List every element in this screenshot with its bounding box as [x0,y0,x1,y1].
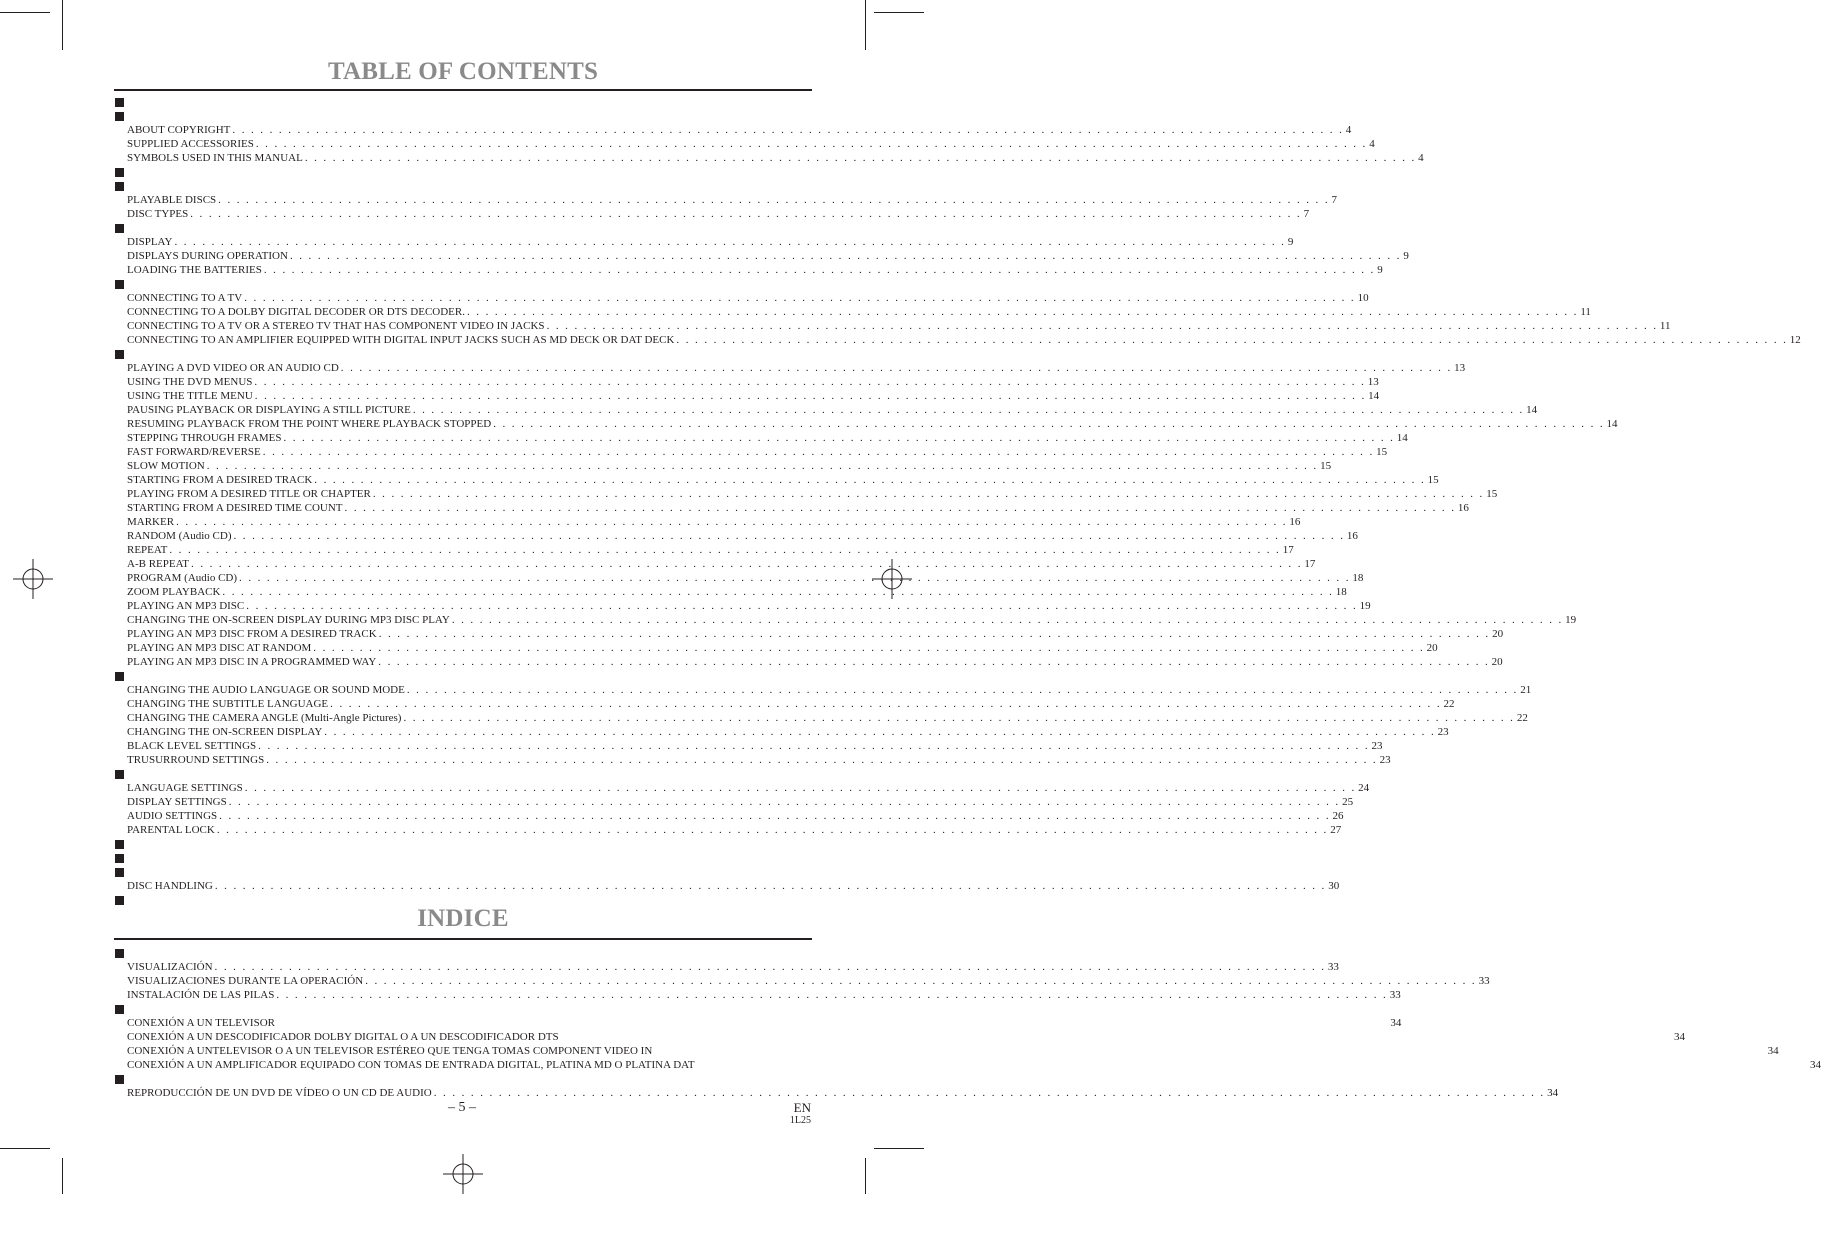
entry-label: PROGRAM (Audio CD) [127,572,238,584]
dot-leader: . . . . . . . . . . . . . . . . . . . . . . . . . . . . . . . . . . . . . . . . . . . . . . . . . . . . . . . . . . . . . . . . . . . . . . . . . . . . . . . . . . . . . . . . . . . . . . . . . . . . . . . . . . . . . . . . . . . . . . . . [219,810,1331,822]
square-bullet-icon [115,1075,124,1084]
entry-label: CHANGING THE CAMERA ANGLE (Multi-Angle Pictures) [127,712,402,724]
dot-leader: . . . . . . . . . . . . . . . . . . . . . . . . . . . . . . . . . . . . . . . . . . . . . . . . . . . . . . . . . . . . . . . . . . . . . . . . . . . . . . . . . . . . . . . . . . . . . . . . . . . . . . . . . . . . . . . . . . . . . . . . [216,824,1329,836]
toc-entry[interactable] [114,431,1408,445]
toc-entry[interactable] [114,123,1352,137]
entry-page-number: 9 [1377,264,1383,276]
square-bullet-icon [115,868,124,877]
entry-label: MARKER [127,516,175,528]
entry-label: LOADING THE BATTERIES [127,264,262,276]
toc-entry[interactable] [114,487,1498,501]
section-marker [114,837,812,851]
dot-leader: . . . . . . . . . . . . . . . . . . . . . . . . . . . . . . . . . . . . . . . . . . . . . . . . . . . . . . . . . . . . . . . . . . . . . . . . . . . . . . . . . . . . . . . . . . . . . . . . . . . . . . . . . . . . . . . . . . . . . . . . [372,488,1485,500]
section-marker [114,1072,812,1086]
entry-label: CONNECTING TO A DOLBY DIGITAL DECODER OR DTS DECODER. [127,306,465,318]
dot-leader: . . . . . . . . . . . . . . . . . . . . . . . . . . . . . . . . . . . . . . . . . . . . . . . . . . . . . . . . . . . . . . . . . . . . . . . . . . . . . . . . . . . . . . . . . . . . . . . . . . . . . . . . . . . . . . . . . . . . . . . . [214,961,1326,973]
entry-label: CONNECTING TO A TV [127,292,243,304]
toc-entry[interactable] [114,879,1340,893]
entry-page-number: 18 [1335,586,1347,598]
crop-mark [865,0,866,50]
section-marker [114,851,812,865]
dot-leader: . . . . . . . . . . . . . . . . . . . . . . . . . . . . . . . . . . . . . . . . . . . . . . . . . . . . . . . . . . . . . . . . . . . . . . . . . . . . . . . . . . . . . . . . . . . . . . . . . . . . . . . . . . . . . . . . . . . . . . . . [451,614,1564,626]
entry-page-number: 14 [1526,404,1538,416]
dot-leader: . . . . . . . . . . . . . . . . . . . . . . . . . . . . . . . . . . . . . . . . . . . . . . . . . . . . . . . . . . . . . . . . . . . . . . . . . . . . . . . . . . . . . . . . . . . . . . . . . . . . . . . . . . . . . . . . . . . . . . . . [276,989,1388,1001]
dot-leader: . . . . . . . . . . . . . . . . . . . . . . . . . . . . . . . . . . . . . . . . . . . . . . . . . . . . . . . . . . . . . . . . . . . . . . . . . . . . . . . . . . . . . . . . . . . . . . . . . . . . . . . . . . . . . . . . . . . . . . . . [232,124,1344,136]
entry-label: LANGUAGE SETTINGS [127,782,243,794]
toc-entry[interactable] [114,543,1294,557]
entry-page-number: 34 [1547,1087,1559,1099]
toc-entry[interactable] [114,711,1528,725]
toc-entry[interactable] [114,263,1383,277]
section-marker [114,767,812,781]
entry-label: SYMBOLS USED IN THIS MANUAL [127,152,303,164]
dot-leader: . . . . . . . . . . . . . . . . . . . . . . . . . . . . . . . . . . . . . . . . . . . . . . . . . . . . . . . . . . . . . . . . . . . . . . . . . . . . . . . . . . . . . . . . . . . . . . . . . . . . . . . . . . . . . . . . . . . . . . . . [266,754,1378,766]
toc-entry[interactable] [114,137,1375,151]
toc-list [114,95,1801,907]
entry-label: PARENTAL LOCK [127,824,215,836]
dot-leader: . . . . . . . . . . . . . . . . . . . . . . . . . . . . . . . . . . . . . . . . . . . . . . . . . . . . . . . . . . . . . . . . . . . . . . . . . . . . . . . . . . . . . . . . . . . . . . . . . . . . . . . . . . . . . . . . . . . . . . . . [244,292,1356,304]
dot-leader: . . . . . . . . . . . . . . . . . . . . . . . . . . . . . . . . . . . . . . . . . . . . . . . . . . . . . . . . . . . . . . . . . . . . . . . . . . . . . . . . . . . . . . . . . . . . . . . . . . . . . . . . . . . . . . . . . . . . . . . . [174,236,1286,248]
entry-page-number: 19 [1359,600,1371,612]
entry-label: STARTING FROM A DESIRED TRACK [127,474,313,486]
entry-page-number: 18 [1352,572,1364,584]
section-marker [114,165,812,179]
toc-entry[interactable] [114,974,1490,988]
entry-label: RESUMING PLAYBACK FROM THE POINT WHERE PLAYBACK STOPPED [127,418,492,430]
entry-label: A-B REPEAT [127,558,190,570]
dot-leader: . . . . . . . . . . . . . . . . . . . . . . . . . . . . . . . . . . . . . . . . . . . . . . . . . . . . . . . . . . . . . . . . . . . . . . . . . . . . . . . . . . . . . . . . . . . . . . . . . . . . . . . . . . . . . . . . . . . . . . . . [378,628,1491,640]
toc-entry[interactable] [114,249,1409,263]
entry-page-number: 27 [1330,824,1342,836]
entry-page-number: 9 [1403,250,1409,262]
entry-page-number: 11 [1659,320,1671,332]
crop-mark [62,1158,63,1194]
model-code: 1L25 [789,1115,811,1126]
dot-leader: . . . . . . . . . . . . . . . . . . . . . . . . . . . . . . . . . . . . . . . . . . . . . . . . . . . . . . . . . . . . . . . . . . . . . . . . . . . . . . . . . . . . . . . . . . . . . . . . . . . . . . . . . . . . . . . . . . . . . . . . [344,502,1456,514]
entry-page-number: 13 [1454,362,1466,374]
section-marker [114,109,812,123]
dot-leader: . . . . . . . . . . . . . . . . . . . . . . . . . . . . . . . . . . . . . . . . . . . . . . . . . . . . . . . . . . . . . . . . . . . . . . . . . . . . . . . . . . . . . . . . . . . . . . . . . . . . . . . . . . . . . . . . . . . . . . . . [218,194,1330,206]
entry-label: DISPLAY SETTINGS [127,796,227,808]
entry-label: BLACK LEVEL SETTINGS [127,740,257,752]
toc-entry[interactable] [114,459,1332,473]
entry-page-number: 23 [1379,754,1391,766]
entry-page-number: 33 [1389,989,1401,1001]
square-bullet-icon [115,854,124,863]
toc-entry[interactable] [114,697,1455,711]
toc-entry[interactable] [114,291,1369,305]
toc-entry[interactable] [114,571,1364,585]
entry-label: PLAYING A DVD VIDEO OR AN AUDIO CD [127,362,339,374]
dot-leader: . . . . . . . . . . . . . . . . . . . . . . . . . . . . . . . . . . . . . . . . . . . . . . . . . . . . . . . . . . . . . . . . . . . . . . . . . . . . . . . . . . . . . . . . . . . . . . . . . . . . . . . . . . . . . . . . . . . . . . . . [283,432,1395,444]
dot-leader: . . . . . . . . . . . . . . . . . . . . . . . . . . . . . . . . . . . . . . . . . . . . . . . . . . . . . . . . . . . . . . . . . . . . . . . . . . . . . . . . . . . . . . . . . . . . . . . . . . . . . . . . . . . . . . . . . . . . . . . . [324,726,1436,738]
toc-entry[interactable] [114,557,1316,571]
entry-page-number: 19 [1565,614,1577,626]
entry-page-number: 10 [1357,292,1369,304]
dot-leader: . . . . . . . . . . . . . . . . . . . . . . . . . . . . . . . . . . . . . . . . . . . . . . . . . . . . . . . . . . . . . . . . . . . . . . . . . . . . . . . . . . . . . . . . . . . . . . . . . . . . . . . . . . . . . . . . . . . . . . . . [433,1087,1546,1099]
entry-label: CONEXIÓN A UNTELEVISOR O A UN TELEVISOR ESTÉREO QUE TENGA TOMAS COMPONENT VIDEO IN [127,1045,653,1057]
dot-leader: . . . . . . . . . . . . . . . . . . . . . . . . . . . . . . . . . . . . . . . . . . . . . . . . . . . . . . . . . . . . . . . . . . . . . . . . . . . . . . . . . . . . . . . . . . . . . . . . . . . . . . . . . . . . . . . . . . . . . . . . [222,586,1334,598]
entry-page-number: 14 [1396,432,1408,444]
toc-entry[interactable] [114,515,1301,529]
entry-label: PLAYING AN MP3 DISC FROM A DESIRED TRACK [127,628,377,640]
square-bullet-icon [115,224,124,233]
dot-leader: . . . . . . . . . . . . . . . . . . . . . . . . . . . . . . . . . . . . . . . . . . . . . . . . . . . . . . . . . . . . . . . . . . . . . . . . . . . . . . . . . . . . . . . . . . . . . . . . . . . . . . . . . . . . . . . . . . . . . . . . [412,404,1525,416]
toc-entry[interactable] [114,613,1577,627]
dot-leader: . . . . . . . . . . . . . . . . . . . . . . . . . . . . . . . . . . . . . . . . . . . . . . . . . . . . . . . . . . . . . . . . . . . . . . . . . . . . . . . . . . . . . . . . . . . . . . . . . . . . . . . . . . . . . . . . . . . . . . . . [239,572,1351,584]
dot-leader: . . . . . . . . . . . . . . . . . . . . . . . . . . . . . . . . . . . . . . . . . . . . . . . . . . . . . . . . . . . . . . . . . . . . . . . . . . . . . . . . . . . . . . . . . . . . . . . . . . . . . . . . . . . . . . . . . . . . . . . . [406,684,1519,696]
square-bullet-icon [115,949,124,958]
entry-page-number: 15 [1376,446,1388,458]
entry-label: PLAYING AN MP3 DISC IN A PROGRAMMED WAY [127,656,377,668]
entry-label: CHANGING THE ON-SCREEN DISPLAY [127,726,323,738]
entry-label: ZOOM PLAYBACK [127,586,221,598]
entry-page-number: 9 [1287,236,1294,248]
dot-leader: . . . . . . . . . . . . . . . . . . . . . . . . . . . . . . . . . . . . . . . . . . . . . . . . . . . . . . . . . . . . . . . . . . . . . . . . . . . . . . . . . . . . . . . . . . . . . . . . . . . . . . . . . . . . . . . . . . . . . . . . [206,460,1319,472]
entry-label: USING THE DVD MENUS [127,376,253,388]
page-number: – 5 – [448,1100,476,1115]
dot-leader: . . . . . . . . . . . . . . . . . . . . . . . . . . . . . . . . . . . . . . . . . . . . . . . . . . . . . . . . . . . . . . . . . . . . . . . . . . . . . . . . . . . . . . . . . . . . . . . . . . . . . . . . . . . . . . . . . . . . . . . . [214,880,1327,892]
entry-label: DISPLAY [127,236,173,248]
square-bullet-icon [115,182,124,191]
entry-page-number: 21 [1520,684,1532,696]
entry-label: PLAYING AN MP3 DISC [127,600,245,612]
square-bullet-icon [115,280,124,289]
section-marker [114,221,812,235]
square-bullet-icon [115,770,124,779]
toc-entry[interactable] [114,781,1370,795]
entry-page-number: 16 [1457,502,1469,514]
entry-page-number: 16 [1289,516,1301,528]
dot-leader: . . . . . . . . . . . . . . . . . . . . . . . . . . . . . . . . . . . . . . . . . . . . . . . . . . . . . . . . . . . . . . . . . . . . . . . . . . . . . . . . . . . . . . . . . . . . . . . . . . . . . . . . . . . . . . . . . . . . . . . . [233,530,1345,542]
toc-entry[interactable] [114,1058,1821,1072]
entry-label: SLOW MOTION [127,460,205,472]
toc-entry[interactable] [114,235,1294,249]
square-bullet-icon [115,350,124,359]
entry-page-number: 4 [1345,124,1352,136]
entry-page-number: 26 [1332,810,1344,822]
entry-label: VISUALIZACIONES DURANTE LA OPERACIÓN [127,975,364,987]
toc-entry[interactable] [114,1016,1402,1030]
entry-label: CONEXIÓN A UN AMPLIFICADOR EQUIPADO CON TOMAS DE ENTRADA DIGITAL, PLATINA MD O PLATINA DAT [127,1059,695,1071]
toc-entry[interactable] [114,361,1466,375]
dot-leader: . . . . . . . . . . . . . . . . . . . . . . . . . . . . . . . . . . . . . . . . . . . . . . . . . . . . . . . . . . . . . . . . . . . . . . . . . . . . . . . . . . . . . . . . . . . . . . . . . . . . . . . . . . . . . . . . . . . . . . . . [313,642,1425,654]
crop-mark [62,0,63,50]
entry-page-number: 20 [1426,642,1438,654]
dot-leader: . . . . . . . . . . . . . . . . . . . . . . . . . . . . . . . . . . . . . . . . . . . . . . . . . . . . . . . . . . . . . . . . . . . . . . . . . . . . . . . . . . . . . . . . . . . . . . . . . . . . . . . . . . . . . . . . . . . . . . . . [228,796,1341,808]
dot-leader: . . . . . . . . . . . . . . . . . . . . . . . . . . . . . . . . . . . . . . . . . . . . . . . . . . . . . . . . . . . . . . . . . . . . . . . . . . . . . . . . . . . . . . . . . . . . . . . . . . . . . . . . . . . . . . . . . . . . . . . . [546,320,1658,332]
entry-label: STEPPING THROUGH FRAMES [127,432,282,444]
dot-leader: . . . . . . . . . . . . . . . . . . . . . . . . . . . . . . . . . . . . . . . . . . . . . . . . . . . . . . . . . . . . . . . . . . . . . . . . . . . . . . . . . . . . . . . . . . . . . . . . . . . . . . . . . . . . . . . . . . . . . . . . [190,208,1302,220]
toc-entry[interactable] [114,151,1424,165]
dot-leader: . . . . . . . . . . . . . . . . . . . . . . . . . . . . . . . . . . . . . . . . . . . . . . . . . . . . . . . . . . . . . . . . . . . . . . . . . . . . . . . . . . . . . . . . . . . . . . . . . . . . . . . . . . . . . . . . . . . . . . . . [676,334,1788,346]
entry-page-number: 22 [1443,698,1455,710]
entry-page-number: 20 [1491,656,1503,668]
dot-leader: . . . . . . . . . . . . . . . . . . . . . . . . . . . . . . . . . . . . . . . . . . . . . . . . . . . . . . . . . . . . . . . . . . . . . . . . . . . . . . . . . . . . . . . . . . . . . . . . . . . . . . . . . . . . . . . . . . . . . . . . [262,446,1375,458]
crop-mark [0,12,50,13]
section-marker [114,669,812,683]
crop-mark [865,1158,866,1194]
entry-page-number: 17 [1282,544,1294,556]
entry-page-number: 20 [1492,628,1504,640]
entry-page-number: 30 [1328,880,1340,892]
indice-list [114,946,1821,1100]
square-bullet-icon [115,840,124,849]
entry-label: PLAYING AN MP3 DISC AT RANDOM [127,642,312,654]
entry-label: CONEXIÓN A UN DESCODIFICADOR DOLBY DIGITAL O A UN DESCODIFICADOR DTS [127,1031,559,1043]
entry-label: CONNECTING TO AN AMPLIFIER EQUIPPED WITH DIGITAL INPUT JACKS SUCH AS MD DECK OR DAT DECK [127,334,675,346]
section-marker [114,865,812,879]
entry-page-number: 24 [1358,782,1370,794]
entry-label: CHANGING THE AUDIO LANGUAGE OR SOUND MODE [127,684,405,696]
toc-entry[interactable] [114,193,1338,207]
toc-entry[interactable] [114,627,1504,641]
toc-rule [114,89,812,91]
entry-label: SUPPLIED ACCESSORIES [127,138,254,150]
entry-page-number: 13 [1367,376,1379,388]
toc-entry[interactable] [114,529,1358,543]
toc-entry[interactable] [114,417,1618,431]
dot-leader: . . . . . . . . . . . . . . . . . . . . . . . . . . . . . . . . . . . . . . . . . . . . . . . . . . . . . . . . . . . . . . . . . . . . . . . . . . . . . . . . . . . . . . . . . . . . . . . . . . . . . . . . . . . . . . . . . . . . . . . . [244,782,1357,794]
toc-entry[interactable] [114,1030,1685,1044]
toc-entry[interactable] [114,795,1354,809]
entry-label: USING THE TITLE MENU [127,390,253,402]
section-marker [114,347,812,361]
toc-entry[interactable] [114,683,1532,697]
square-bullet-icon [115,1005,124,1014]
entry-label: CHANGING THE SUBTITLE LANGUAGE [127,698,329,710]
dot-leader: . . . . . . . . . . . . . . . . . . . . . . . . . . . . . . . . . . . . . . . . . . . . . . . . . . . . . . . . . . . . . . . . . . . . . . . . . . . . . . . . . . . . . . . . . . . . . . . . . . . . . . . . . . . . . . . . . . . . . . . . [255,138,1368,150]
registration-mark-bottom [443,1154,483,1194]
entry-page-number: 15 [1486,488,1498,500]
square-bullet-icon [115,896,124,905]
entry-page-number: 15 [1320,460,1332,472]
entry-label: VISUALIZACIÓN [127,961,213,973]
dot-leader: . . . . . . . . . . . . . . . . . . . . . . . . . . . . . . . . . . . . . . . . . . . . . . . . . . . . . . . . . . . . . . . . . . . . . . . . . . . . . . . . . . . . . . . . . . . . . . . . . . . . . . . . . . . . . . . . . . . . . . . . [493,418,1605,430]
entry-label: FAST FORWARD/REVERSE [127,446,261,458]
square-bullet-icon [115,672,124,681]
entry-page-number: 14 [1606,418,1618,430]
dot-leader: . . . . . . . . . . . . . . . . . . . . . . . . . . . . . . . . . . . . . . . . . . . . . . . . . . . . . . . . . . . . . . . . . . . . . . . . . . . . . . . . . . . . . . . . . . . . . . . . . . . . . . . . . . . . . . . . . . . . . . . . [378,656,1490,668]
toc-entry[interactable] [114,445,1388,459]
toc-entry[interactable] [114,319,1671,333]
dot-leader: . . . . . . . . . . . . . . . . . . . . . . . . . . . . . . . . . . . . . . . . . . . . . . . . . . . . . . . . . . . . . . . . . . . . . . . . . . . . . . . . . . . . . . . . . . . . . . . . . . . . . . . . . . . . . . . . . . . . . . . . [466,306,1579,318]
entry-page-number: 25 [1342,796,1354,808]
entry-label: TRUSURROUND SETTINGS [127,754,265,766]
toc-entry[interactable] [114,389,1380,403]
toc-entry[interactable] [114,599,1371,613]
dot-leader: . . . . . . . . . . . . . . . . . . . . . . . . . . . . . . . . . . . . . . . . . . . . . . . . . . . . . . . . . . . . . . . . . . . . . . . . . . . . . . . . . . . . . . . . . . . . . . . . . . . . . . . . . . . . . . . . . . . . . . . . [191,558,1303,570]
dot-leader: . . . . . . . . . . . . . . . . . . . . . . . . . . . . . . . . . . . . . . . . . . . . . . . . . . . . . . . . . . . . . . . . . . . . . . . . . . . . . . . . . . . . . . . . . . . . . . . . . . . . . . . . . . . . . . . . . . . . . . . . [254,376,1366,388]
toc-entry[interactable] [114,305,1591,319]
toc-entry[interactable] [114,333,1801,347]
dot-leader: . . . . . . . . . . . . . . . . . . . . . . . . . . . . . . . . . . . . . . . . . . . . . . . . . . . . . . . . . . . . . . . . . . . . . . . . . . . . . . . . . . . . . . . . . . . . . . . . . . . . . . . . . . . . . . . . . . . . . . . . [258,740,1370,752]
entry-label: ABOUT COPYRIGHT [127,124,231,136]
toc-entry[interactable] [114,501,1469,515]
entry-page-number: 23 [1437,726,1449,738]
toc-entry[interactable] [114,473,1439,487]
square-bullet-icon [115,98,124,107]
toc-entry[interactable] [114,809,1344,823]
square-bullet-icon [115,168,124,177]
entry-label: PAUSING PLAYBACK OR DISPLAYING A STILL PICTURE [127,404,411,416]
section-marker [114,179,812,193]
entry-page-number: 7 [1331,194,1338,206]
toc-entry[interactable] [114,1086,1559,1100]
entry-label: STARTING FROM A DESIRED TIME COUNT [127,502,343,514]
section-marker [114,277,812,291]
toc-entry[interactable] [114,960,1339,974]
toc-entry[interactable] [114,739,1383,753]
entry-label: DISPLAYS DURING OPERATION [127,250,288,262]
dot-leader: . . . . . . . . . . . . . . . . . . . . . . . . . . . . . . . . . . . . . . . . . . . . . . . . . . . . . . . . . . . . . . . . . . . . . . . . . . . . . . . . . . . . . . . . . . . . . . . . . . . . . . . . . . . . . . . . . . . . . . . . [314,474,1426,486]
entry-page-number: 33 [1327,961,1339,973]
entry-page-number: 22 [1516,712,1528,724]
dot-leader: . . . . . . . . . . . . . . . . . . . . . . . . . . . . . . . . . . . . . . . . . . . . . . . . . . . . . . . . . . . . . . . . . . . . . . . . . . . . . . . . . . . . . . . . . . . . . . . . . . . . . . . . . . . . . . . . . . . . . . . . [263,264,1376,276]
entry-label: CONEXIÓN A UN TELEVISOR [127,1017,275,1029]
indice-rule [114,938,812,940]
entry-page-number: 23 [1371,740,1383,752]
dot-leader: . . . . . . . . . . . . . . . . . . . . . . . . . . . . . . . . . . . . . . . . . . . . . . . . . . . . . . . . . . . . . . . . . . . . . . . . . . . . . . . . . . . . . . . . . . . . . . . . . . . . . . . . . . . . . . . . . . . . . . . . [330,698,1442,710]
entry-page-number: 7 [1303,208,1310,220]
entry-page-number: 34 [1809,1059,1821,1071]
toc-entry[interactable] [114,823,1342,837]
toc-entry[interactable] [114,207,1310,221]
toc-entry[interactable] [114,725,1449,739]
entry-label: PLAYING FROM A DESIRED TITLE OR CHAPTER [127,488,371,500]
entry-page-number: 14 [1368,390,1380,402]
dot-leader: . . . . . . . . . . . . . . . . . . . . . . . . . . . . . . . . . . . . . . . . . . . . . . . . . . . . . . . . . . . . . . . . . . . . . . . . . . . . . . . . . . . . . . . . . . . . . . . . . . . . . . . . . . . . . . . . . . . . . . . . [304,152,1417,164]
entry-page-number: 34 [1767,1045,1779,1057]
crop-mark [874,1148,924,1149]
entry-page-number: 16 [1346,530,1358,542]
dot-leader: . . . . . . . . . . . . . . . . . . . . . . . . . . . . . . . . . . . . . . . . . . . . . . . . . . . . . . . . . . . . . . . . . . . . . . . . . . . . . . . . . . . . . . . . . . . . . . . . . . . . . . . . . . . . . . . . . . . . . . . . [365,975,1477,987]
dot-leader: . . . . . . . . . . . . . . . . . . . . . . . . . . . . . . . . . . . . . . . . . . . . . . . . . . . . . . . . . . . . . . . . . . . . . . . . . . . . . . . . . . . . . . . . . . . . . . . . . . . . . . . . . . . . . . . . . . . . . . . . [169,544,1281,556]
indice-title: INDICE [417,905,509,932]
entry-label: CHANGING THE ON-SCREEN DISPLAY DURING MP3 DISC PLAY [127,614,450,626]
entry-label: RANDOM (Audio CD) [127,530,232,542]
dot-leader: . . . . . . . . . . . . . . . . . . . . . . . . . . . . . . . . . . . . . . . . . . . . . . . . . . . . . . . . . . . . . . . . . . . . . . . . . . . . . . . . . . . . . . . . . . . . . . . . . . . . . . . . . . . . . . . . . . . . . . . . [254,390,1367,402]
section-marker [114,1002,812,1016]
entry-page-number: 12 [1789,334,1801,346]
entry-label: DISC TYPES [127,208,189,220]
dot-leader: . . . . . . . . . . . . . . . . . . . . . . . . . . . . . . . . . . . . . . . . . . . . . . . . . . . . . . . . . . . . . . . . . . . . . . . . . . . . . . . . . . . . . . . . . . . . . . . . . . . . . . . . . . . . . . . . . . . . . . . . [289,250,1402,262]
section-marker [114,95,812,109]
dot-leader: . . . . . . . . . . . . . . . . . . . . . . . . . . . . . . . . . . . . . . . . . . . . . . . . . . . . . . . . . . . . . . . . . . . . . . . . . . . . . . . . . . . . . . . . . . . . . . . . . . . . . . . . . . . . . . . . . . . . . . . . [176,516,1288,528]
toc-entry[interactable] [114,753,1391,767]
entry-label: AUDIO SETTINGS [127,810,218,822]
dot-leader: . . . . . . . . . . . . . . . . . . . . . . . . . . . . . . . . . . . . . . . . . . . . . . . . . . . . . . . . . . . . . . . . . . . . . . . . . . . . . . . . . . . . . . . . . . . . . . . . . . . . . . . . . . . . . . . . . . . . . . . . [246,600,1358,612]
entry-label: PLAYABLE DISCS [127,194,217,206]
section-marker [114,946,812,960]
entry-label: REPEAT [127,544,168,556]
entry-label: CONNECTING TO A TV OR A STEREO TV THAT HAS COMPONENT VIDEO IN JACKS [127,320,545,332]
language-code: EN [793,1100,811,1115]
toc-entry[interactable] [114,585,1347,599]
crop-mark [874,12,924,13]
entry-label: DISC HANDLING [127,880,213,892]
entry-page-number: 34 [1390,1017,1402,1029]
entry-page-number: 33 [1478,975,1490,987]
registration-mark-left [13,559,53,599]
entry-page-number: 4 [1369,138,1375,150]
toc-entry[interactable] [114,403,1538,417]
entry-page-number: 17 [1304,558,1316,570]
entry-page-number: 11 [1580,306,1591,318]
entry-page-number: 4 [1418,152,1424,164]
square-bullet-icon [115,112,124,121]
entry-label: INSTALACIÓN DE LAS PILAS [127,989,275,1001]
toc-entry[interactable] [114,655,1503,669]
dot-leader: . . . . . . . . . . . . . . . . . . . . . . . . . . . . . . . . . . . . . . . . . . . . . . . . . . . . . . . . . . . . . . . . . . . . . . . . . . . . . . . . . . . . . . . . . . . . . . . . . . . . . . . . . . . . . . . . . . . . . . . . [340,362,1453,374]
entry-label: REPRODUCCIÓN DE UN DVD DE VÍDEO O UN CD DE AUDIO [127,1087,432,1099]
toc-entry[interactable] [114,1044,1779,1058]
toc-title: TABLE OF CONTENTS [327,58,599,85]
toc-entry[interactable] [114,988,1401,1002]
toc-entry[interactable] [114,375,1379,389]
crop-mark [0,1148,50,1149]
entry-page-number: 34 [1673,1031,1685,1043]
dot-leader: . . . . . . . . . . . . . . . . . . . . . . . . . . . . . . . . . . . . . . . . . . . . . . . . . . . . . . . . . . . . . . . . . . . . . . . . . . . . . . . . . . . . . . . . . . . . . . . . . . . . . . . . . . . . . . . . . . . . . . . . [403,712,1515,724]
toc-entry[interactable] [114,641,1438,655]
entry-page-number: 15 [1427,474,1439,486]
